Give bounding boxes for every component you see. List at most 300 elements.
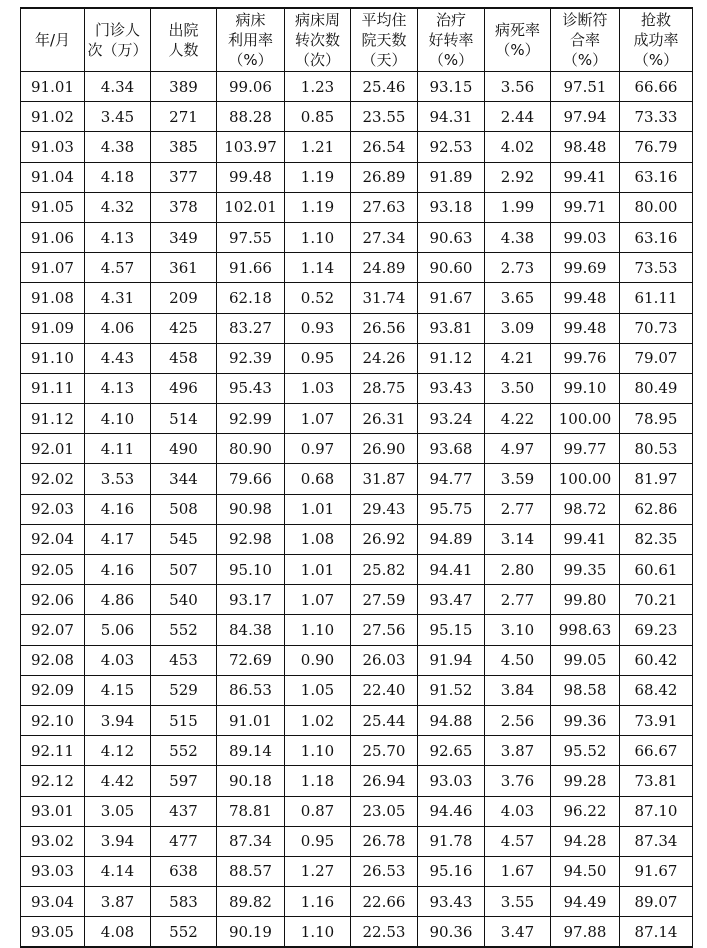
cell-outpatient-visits: 4.08 xyxy=(85,917,151,948)
cell-mortality-rate: 3.84 xyxy=(485,675,551,705)
cell-bed-utilization: 86.53 xyxy=(217,675,285,705)
cell-outpatient-visits: 4.12 xyxy=(85,736,151,766)
cell-month: 92.02 xyxy=(21,464,85,494)
header-line: 转次数 xyxy=(294,31,340,49)
table-row xyxy=(21,494,693,524)
table-row xyxy=(21,222,693,252)
cell-cure-rate: 93.15 xyxy=(418,72,485,102)
cell-month: 93.03 xyxy=(21,856,85,886)
cell-diagnosis-accuracy: 94.28 xyxy=(551,826,620,856)
cell-mortality-rate: 4.50 xyxy=(485,645,551,675)
cell-bed-utilization: 95.10 xyxy=(217,555,285,585)
cell-bed-turnover: 0.52 xyxy=(285,283,351,313)
cell-diagnosis-accuracy: 99.36 xyxy=(551,705,620,735)
cell-bed-turnover: 0.93 xyxy=(285,313,351,343)
cell-month: 93.05 xyxy=(21,917,85,948)
cell-avg-stay: 22.53 xyxy=(351,917,418,948)
table-row xyxy=(21,675,693,705)
cell-bed-utilization: 102.01 xyxy=(217,192,285,222)
table-row xyxy=(21,373,693,403)
cell-rescue-success: 69.23 xyxy=(620,615,693,645)
header-line: 病床 xyxy=(235,11,266,29)
cell-avg-stay: 25.44 xyxy=(351,705,418,735)
cell-cure-rate: 94.77 xyxy=(418,464,485,494)
cell-diagnosis-accuracy: 97.51 xyxy=(551,72,620,102)
cell-bed-turnover: 0.97 xyxy=(285,434,351,464)
cell-avg-stay: 26.54 xyxy=(351,132,418,162)
cell-diagnosis-accuracy: 95.52 xyxy=(551,736,620,766)
cell-outpatient-visits: 4.13 xyxy=(85,373,151,403)
cell-discharged: 540 xyxy=(151,585,217,615)
cell-rescue-success: 78.95 xyxy=(620,404,693,434)
header-mortality-rate xyxy=(485,8,551,72)
table-row xyxy=(21,434,693,464)
table-row xyxy=(21,132,693,162)
cell-outpatient-visits: 4.34 xyxy=(85,72,151,102)
cell-avg-stay: 24.26 xyxy=(351,343,418,373)
cell-discharged: 453 xyxy=(151,645,217,675)
cell-outpatient-visits: 3.45 xyxy=(85,102,151,132)
table-row xyxy=(21,283,693,313)
header-line: 抢救 xyxy=(640,11,671,29)
table-row xyxy=(21,917,693,948)
cell-bed-utilization: 72.69 xyxy=(217,645,285,675)
cell-rescue-success: 66.67 xyxy=(620,736,693,766)
cell-rescue-success: 61.11 xyxy=(620,283,693,313)
header-line: 门诊人 xyxy=(94,21,140,39)
cell-bed-turnover: 1.10 xyxy=(285,736,351,766)
header-line: （%） xyxy=(228,51,273,69)
header-line: 人数 xyxy=(168,41,199,59)
cell-avg-stay: 27.56 xyxy=(351,615,418,645)
cell-avg-stay: 26.31 xyxy=(351,404,418,434)
cell-bed-utilization: 99.48 xyxy=(217,162,285,192)
cell-discharged: 344 xyxy=(151,464,217,494)
table-row xyxy=(21,524,693,554)
cell-mortality-rate: 3.10 xyxy=(485,615,551,645)
table-row xyxy=(21,404,693,434)
header-row xyxy=(21,8,693,72)
cell-rescue-success: 80.49 xyxy=(620,373,693,403)
cell-avg-stay: 26.78 xyxy=(351,826,418,856)
cell-month: 91.01 xyxy=(21,72,85,102)
cell-mortality-rate: 2.56 xyxy=(485,705,551,735)
header-line: 利用率 xyxy=(227,31,273,49)
cell-outpatient-visits: 4.32 xyxy=(85,192,151,222)
statistics-table-container xyxy=(20,7,692,948)
cell-avg-stay: 26.53 xyxy=(351,856,418,886)
cell-month: 91.04 xyxy=(21,162,85,192)
cell-mortality-rate: 4.97 xyxy=(485,434,551,464)
cell-bed-turnover: 1.03 xyxy=(285,373,351,403)
header-line: 成功率 xyxy=(633,31,679,49)
table-row xyxy=(21,856,693,886)
cell-diagnosis-accuracy: 99.41 xyxy=(551,162,620,192)
cell-avg-stay: 26.94 xyxy=(351,766,418,796)
cell-avg-stay: 26.92 xyxy=(351,524,418,554)
cell-month: 91.03 xyxy=(21,132,85,162)
cell-bed-turnover: 1.05 xyxy=(285,675,351,705)
cell-mortality-rate: 3.14 xyxy=(485,524,551,554)
cell-avg-stay: 26.90 xyxy=(351,434,418,464)
table-row xyxy=(21,705,693,735)
cell-cure-rate: 92.53 xyxy=(418,132,485,162)
cell-outpatient-visits: 3.53 xyxy=(85,464,151,494)
cell-cure-rate: 90.63 xyxy=(418,222,485,252)
cell-bed-utilization: 89.82 xyxy=(217,887,285,917)
cell-mortality-rate: 2.73 xyxy=(485,253,551,283)
cell-rescue-success: 70.21 xyxy=(620,585,693,615)
cell-avg-stay: 25.82 xyxy=(351,555,418,585)
cell-month: 91.09 xyxy=(21,313,85,343)
cell-bed-turnover: 0.95 xyxy=(285,343,351,373)
cell-diagnosis-accuracy: 94.50 xyxy=(551,856,620,886)
cell-cure-rate: 93.18 xyxy=(418,192,485,222)
cell-month: 93.01 xyxy=(21,796,85,826)
cell-bed-turnover: 1.14 xyxy=(285,253,351,283)
cell-rescue-success: 80.00 xyxy=(620,192,693,222)
cell-diagnosis-accuracy: 99.28 xyxy=(551,766,620,796)
cell-rescue-success: 70.73 xyxy=(620,313,693,343)
cell-month: 91.11 xyxy=(21,373,85,403)
cell-diagnosis-accuracy: 99.05 xyxy=(551,645,620,675)
cell-month: 91.02 xyxy=(21,102,85,132)
cell-bed-turnover: 1.02 xyxy=(285,705,351,735)
cell-bed-utilization: 99.06 xyxy=(217,72,285,102)
cell-discharged: 361 xyxy=(151,253,217,283)
cell-rescue-success: 87.34 xyxy=(620,826,693,856)
header-outpatient-visits xyxy=(85,8,151,72)
cell-mortality-rate: 3.87 xyxy=(485,736,551,766)
cell-diagnosis-accuracy: 97.94 xyxy=(551,102,620,132)
header-line: 好转率 xyxy=(428,31,474,49)
cell-discharged: 514 xyxy=(151,404,217,434)
cell-cure-rate: 93.81 xyxy=(418,313,485,343)
table-row xyxy=(21,253,693,283)
cell-bed-turnover: 1.07 xyxy=(285,585,351,615)
cell-outpatient-visits: 4.17 xyxy=(85,524,151,554)
header-bed-utilization xyxy=(217,8,285,72)
header-avg-stay xyxy=(351,8,418,72)
cell-discharged: 271 xyxy=(151,102,217,132)
header-line: 平均住 xyxy=(361,11,407,29)
cell-bed-turnover: 1.01 xyxy=(285,555,351,585)
cell-bed-utilization: 90.98 xyxy=(217,494,285,524)
table-row xyxy=(21,585,693,615)
cell-month: 92.11 xyxy=(21,736,85,766)
cell-bed-utilization: 84.38 xyxy=(217,615,285,645)
cell-mortality-rate: 3.50 xyxy=(485,373,551,403)
cell-discharged: 529 xyxy=(151,675,217,705)
table-row xyxy=(21,162,693,192)
cell-bed-utilization: 92.39 xyxy=(217,343,285,373)
cell-outpatient-visits: 4.57 xyxy=(85,253,151,283)
header-bed-turnover xyxy=(285,8,351,72)
cell-diagnosis-accuracy: 99.77 xyxy=(551,434,620,464)
cell-cure-rate: 91.94 xyxy=(418,645,485,675)
cell-cure-rate: 94.41 xyxy=(418,555,485,585)
cell-discharged: 377 xyxy=(151,162,217,192)
cell-diagnosis-accuracy: 98.72 xyxy=(551,494,620,524)
cell-mortality-rate: 3.55 xyxy=(485,887,551,917)
cell-bed-utilization: 95.43 xyxy=(217,373,285,403)
table-row xyxy=(21,192,693,222)
cell-bed-utilization: 90.18 xyxy=(217,766,285,796)
cell-outpatient-visits: 4.11 xyxy=(85,434,151,464)
cell-diagnosis-accuracy: 99.76 xyxy=(551,343,620,373)
cell-bed-utilization: 87.34 xyxy=(217,826,285,856)
cell-mortality-rate: 4.57 xyxy=(485,826,551,856)
table-body xyxy=(21,72,693,948)
table-row xyxy=(21,72,693,102)
cell-diagnosis-accuracy: 100.00 xyxy=(551,404,620,434)
cell-avg-stay: 23.05 xyxy=(351,796,418,826)
cell-rescue-success: 66.66 xyxy=(620,72,693,102)
cell-avg-stay: 23.55 xyxy=(351,102,418,132)
cell-diagnosis-accuracy: 99.69 xyxy=(551,253,620,283)
cell-discharged: 583 xyxy=(151,887,217,917)
cell-avg-stay: 26.03 xyxy=(351,645,418,675)
header-line: 病死率 xyxy=(494,21,540,39)
table-row xyxy=(21,313,693,343)
cell-mortality-rate: 4.02 xyxy=(485,132,551,162)
cell-avg-stay: 28.75 xyxy=(351,373,418,403)
cell-rescue-success: 79.07 xyxy=(620,343,693,373)
cell-month: 91.05 xyxy=(21,192,85,222)
cell-bed-turnover: 1.23 xyxy=(285,72,351,102)
cell-cure-rate: 94.89 xyxy=(418,524,485,554)
cell-diagnosis-accuracy: 98.58 xyxy=(551,675,620,705)
cell-diagnosis-accuracy: 99.41 xyxy=(551,524,620,554)
cell-diagnosis-accuracy: 998.63 xyxy=(551,615,620,645)
cell-avg-stay: 25.46 xyxy=(351,72,418,102)
cell-rescue-success: 87.14 xyxy=(620,917,693,948)
cell-bed-utilization: 103.97 xyxy=(217,132,285,162)
cell-cure-rate: 91.12 xyxy=(418,343,485,373)
cell-cure-rate: 94.31 xyxy=(418,102,485,132)
cell-mortality-rate: 1.67 xyxy=(485,856,551,886)
table-row xyxy=(21,796,693,826)
cell-cure-rate: 93.24 xyxy=(418,404,485,434)
cell-diagnosis-accuracy: 99.10 xyxy=(551,373,620,403)
cell-avg-stay: 22.40 xyxy=(351,675,418,705)
header-line: 诊断符 xyxy=(562,11,608,29)
cell-bed-turnover: 1.01 xyxy=(285,494,351,524)
cell-avg-stay: 31.74 xyxy=(351,283,418,313)
cell-mortality-rate: 4.22 xyxy=(485,404,551,434)
cell-avg-stay: 27.59 xyxy=(351,585,418,615)
cell-avg-stay: 26.56 xyxy=(351,313,418,343)
cell-avg-stay: 26.89 xyxy=(351,162,418,192)
cell-discharged: 638 xyxy=(151,856,217,886)
cell-discharged: 545 xyxy=(151,524,217,554)
header-line: 病床周 xyxy=(294,11,340,29)
table-row xyxy=(21,615,693,645)
cell-outpatient-visits: 4.31 xyxy=(85,283,151,313)
table-row xyxy=(21,555,693,585)
cell-cure-rate: 93.03 xyxy=(418,766,485,796)
cell-month: 92.01 xyxy=(21,434,85,464)
cell-discharged: 477 xyxy=(151,826,217,856)
cell-discharged: 385 xyxy=(151,132,217,162)
cell-discharged: 349 xyxy=(151,222,217,252)
cell-cure-rate: 93.43 xyxy=(418,373,485,403)
cell-mortality-rate: 2.77 xyxy=(485,585,551,615)
cell-cure-rate: 91.52 xyxy=(418,675,485,705)
cell-mortality-rate: 2.44 xyxy=(485,102,551,132)
cell-mortality-rate: 3.65 xyxy=(485,283,551,313)
header-line: 年/月 xyxy=(34,31,71,49)
cell-cure-rate: 94.88 xyxy=(418,705,485,735)
cell-rescue-success: 60.42 xyxy=(620,645,693,675)
cell-rescue-success: 80.53 xyxy=(620,434,693,464)
cell-bed-utilization: 80.90 xyxy=(217,434,285,464)
table-header xyxy=(21,8,693,72)
cell-bed-utilization: 93.17 xyxy=(217,585,285,615)
cell-diagnosis-accuracy: 99.48 xyxy=(551,283,620,313)
cell-outpatient-visits: 4.10 xyxy=(85,404,151,434)
cell-diagnosis-accuracy: 94.49 xyxy=(551,887,620,917)
cell-mortality-rate: 1.99 xyxy=(485,192,551,222)
cell-cure-rate: 94.46 xyxy=(418,796,485,826)
header-month xyxy=(21,8,85,72)
cell-outpatient-visits: 4.03 xyxy=(85,645,151,675)
header-cure-rate xyxy=(418,8,485,72)
cell-month: 91.10 xyxy=(21,343,85,373)
cell-discharged: 552 xyxy=(151,615,217,645)
cell-bed-turnover: 1.10 xyxy=(285,222,351,252)
cell-mortality-rate: 3.59 xyxy=(485,464,551,494)
cell-outpatient-visits: 4.15 xyxy=(85,675,151,705)
cell-discharged: 507 xyxy=(151,555,217,585)
header-diagnosis-accuracy xyxy=(551,8,620,72)
cell-month: 92.12 xyxy=(21,766,85,796)
cell-mortality-rate: 2.80 xyxy=(485,555,551,585)
cell-avg-stay: 27.34 xyxy=(351,222,418,252)
cell-bed-turnover: 0.90 xyxy=(285,645,351,675)
cell-cure-rate: 95.16 xyxy=(418,856,485,886)
cell-cure-rate: 92.65 xyxy=(418,736,485,766)
cell-outpatient-visits: 3.94 xyxy=(85,826,151,856)
table-row xyxy=(21,766,693,796)
cell-mortality-rate: 3.09 xyxy=(485,313,551,343)
cell-outpatient-visits: 4.16 xyxy=(85,494,151,524)
cell-diagnosis-accuracy: 99.48 xyxy=(551,313,620,343)
cell-cure-rate: 91.67 xyxy=(418,283,485,313)
cell-outpatient-visits: 4.06 xyxy=(85,313,151,343)
cell-cure-rate: 93.68 xyxy=(418,434,485,464)
cell-bed-utilization: 83.27 xyxy=(217,313,285,343)
header-discharged xyxy=(151,8,217,72)
cell-rescue-success: 62.86 xyxy=(620,494,693,524)
cell-bed-turnover: 1.10 xyxy=(285,615,351,645)
cell-outpatient-visits: 4.14 xyxy=(85,856,151,886)
cell-discharged: 515 xyxy=(151,705,217,735)
header-line: 次（万） xyxy=(87,41,148,59)
cell-diagnosis-accuracy: 99.35 xyxy=(551,555,620,585)
cell-avg-stay: 31.87 xyxy=(351,464,418,494)
table-row xyxy=(21,887,693,917)
cell-discharged: 552 xyxy=(151,736,217,766)
hospital-statistics-table xyxy=(20,7,693,948)
table-row xyxy=(21,102,693,132)
cell-rescue-success: 89.07 xyxy=(620,887,693,917)
cell-avg-stay: 24.89 xyxy=(351,253,418,283)
header-line: （天） xyxy=(361,51,407,69)
table-row xyxy=(21,645,693,675)
cell-diagnosis-accuracy: 100.00 xyxy=(551,464,620,494)
table-row xyxy=(21,826,693,856)
cell-rescue-success: 91.67 xyxy=(620,856,693,886)
cell-outpatient-visits: 4.13 xyxy=(85,222,151,252)
cell-rescue-success: 82.35 xyxy=(620,524,693,554)
cell-cure-rate: 91.89 xyxy=(418,162,485,192)
cell-outpatient-visits: 5.06 xyxy=(85,615,151,645)
cell-bed-turnover: 0.87 xyxy=(285,796,351,826)
header-line: 合率 xyxy=(569,31,600,49)
cell-diagnosis-accuracy: 99.03 xyxy=(551,222,620,252)
cell-bed-utilization: 89.14 xyxy=(217,736,285,766)
cell-rescue-success: 73.81 xyxy=(620,766,693,796)
cell-month: 91.06 xyxy=(21,222,85,252)
cell-outpatient-visits: 4.16 xyxy=(85,555,151,585)
cell-bed-turnover: 1.27 xyxy=(285,856,351,886)
header-line: 治疗 xyxy=(435,11,466,29)
cell-mortality-rate: 2.77 xyxy=(485,494,551,524)
cell-month: 92.05 xyxy=(21,555,85,585)
cell-mortality-rate: 3.47 xyxy=(485,917,551,948)
cell-discharged: 597 xyxy=(151,766,217,796)
cell-diagnosis-accuracy: 96.22 xyxy=(551,796,620,826)
cell-bed-utilization: 91.66 xyxy=(217,253,285,283)
cell-diagnosis-accuracy: 98.48 xyxy=(551,132,620,162)
cell-rescue-success: 87.10 xyxy=(620,796,693,826)
cell-mortality-rate: 3.76 xyxy=(485,766,551,796)
table-row xyxy=(21,736,693,766)
cell-discharged: 389 xyxy=(151,72,217,102)
cell-avg-stay: 29.43 xyxy=(351,494,418,524)
cell-rescue-success: 63.16 xyxy=(620,162,693,192)
cell-bed-turnover: 1.07 xyxy=(285,404,351,434)
cell-mortality-rate: 4.21 xyxy=(485,343,551,373)
cell-bed-turnover: 1.19 xyxy=(285,162,351,192)
cell-bed-utilization: 88.28 xyxy=(217,102,285,132)
cell-rescue-success: 81.97 xyxy=(620,464,693,494)
cell-bed-turnover: 1.19 xyxy=(285,192,351,222)
cell-rescue-success: 63.16 xyxy=(620,222,693,252)
cell-outpatient-visits: 4.38 xyxy=(85,132,151,162)
header-line: （次） xyxy=(294,51,340,69)
cell-cure-rate: 95.15 xyxy=(418,615,485,645)
cell-rescue-success: 60.61 xyxy=(620,555,693,585)
cell-bed-turnover: 1.10 xyxy=(285,917,351,948)
cell-bed-turnover: 1.08 xyxy=(285,524,351,554)
cell-outpatient-visits: 3.94 xyxy=(85,705,151,735)
cell-bed-turnover: 1.21 xyxy=(285,132,351,162)
cell-discharged: 458 xyxy=(151,343,217,373)
cell-rescue-success: 73.53 xyxy=(620,253,693,283)
cell-discharged: 508 xyxy=(151,494,217,524)
cell-month: 91.08 xyxy=(21,283,85,313)
cell-month: 92.06 xyxy=(21,585,85,615)
cell-mortality-rate: 4.03 xyxy=(485,796,551,826)
header-line: （%） xyxy=(428,51,474,69)
cell-bed-turnover: 0.95 xyxy=(285,826,351,856)
cell-discharged: 209 xyxy=(151,283,217,313)
cell-bed-utilization: 97.55 xyxy=(217,222,285,252)
cell-rescue-success: 68.42 xyxy=(620,675,693,705)
header-line: 院天数 xyxy=(361,31,407,49)
